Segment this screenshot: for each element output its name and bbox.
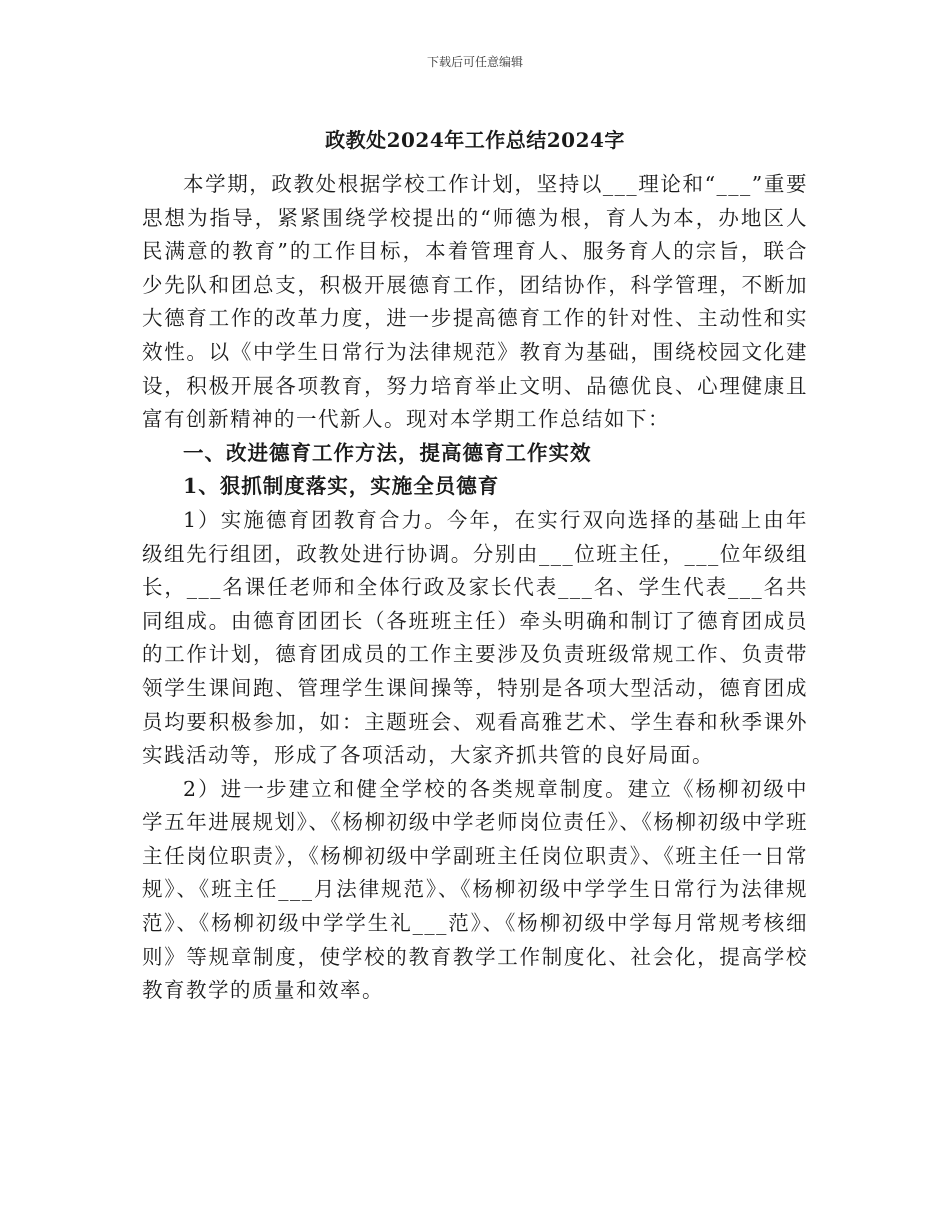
subsection-heading: 1、狠抓制度落实，实施全员德育 bbox=[183, 474, 500, 499]
intro-paragraph: 本学期，政教处根据学校工作计划，坚持以___理论和“___”重要思想为指导，紧紧围绕学校提出的“师德为根，育人为本，办地区人民满意的教育”的工作目标，本着管理育人、服务育人的宗旨，联合少先队和团总支，积极开展德育工作，团结协作，科学管理，不断加大德育工作的改革力度，进一步提高德育工作的针对性、主动性和实效性。以《中学生日常行为法律规范》教育为基础，围绕校园文化建设，积极开展各项教育，努力培育举止文明、品德优良、心理健康且富有创新精神的一代新人。现对本学期工作总结如下： bbox=[142, 172, 808, 432]
document-body bbox=[142, 168, 808, 1008]
body-paragraph: 2）进一步建立和健全学校的各类规章制度。建立《杨柳初级中学五年进展规划》、《杨柳初级中学老师岗位责任》、《杨柳初级中学班主任岗位职责》，《杨柳初级中学副班主任岗位职责》、《班主任一日常规》、《班主任___月法律规范》、《杨柳初级中学学生日常行为法律规范》、《杨柳初级中学学生礼___范》、《杨柳初级中学每月常规考核细则》等规章制度，使学校的教育教学工作制度化、社会化，提高学校教育教学的质量和效率。 bbox=[142, 776, 808, 1003]
header-note: 下载后可任意编辑 bbox=[426, 55, 523, 69]
document-title: 政教处2024年工作总结2024字 bbox=[325, 128, 625, 152]
body-paragraph: 1）实施德育团教育合力。今年，在实行双向选择的基础上由年级组先行组团，政教处进行协调。分别由___位班主任，___位年级组长，___名课任老师和全体行政及家长代表___名、学生代表___名共同组成。由德育团团长（各班班主任）牵头明确和制订了德育团成员的工作计划，德育团成员的工作主要涉及负责班级常规工作、负责带领学生课间跑、管理学生课间操等，特别是各项大型活动，德育团成员均要积极参加，如：主题班会、观看高雅艺术、学生春和秋季课外实践活动等，形成了各项活动，大家齐抓共管的良好局面。 bbox=[142, 507, 808, 768]
section-heading: 一、改进德育工作方法，提高德育工作实效 bbox=[183, 440, 592, 465]
